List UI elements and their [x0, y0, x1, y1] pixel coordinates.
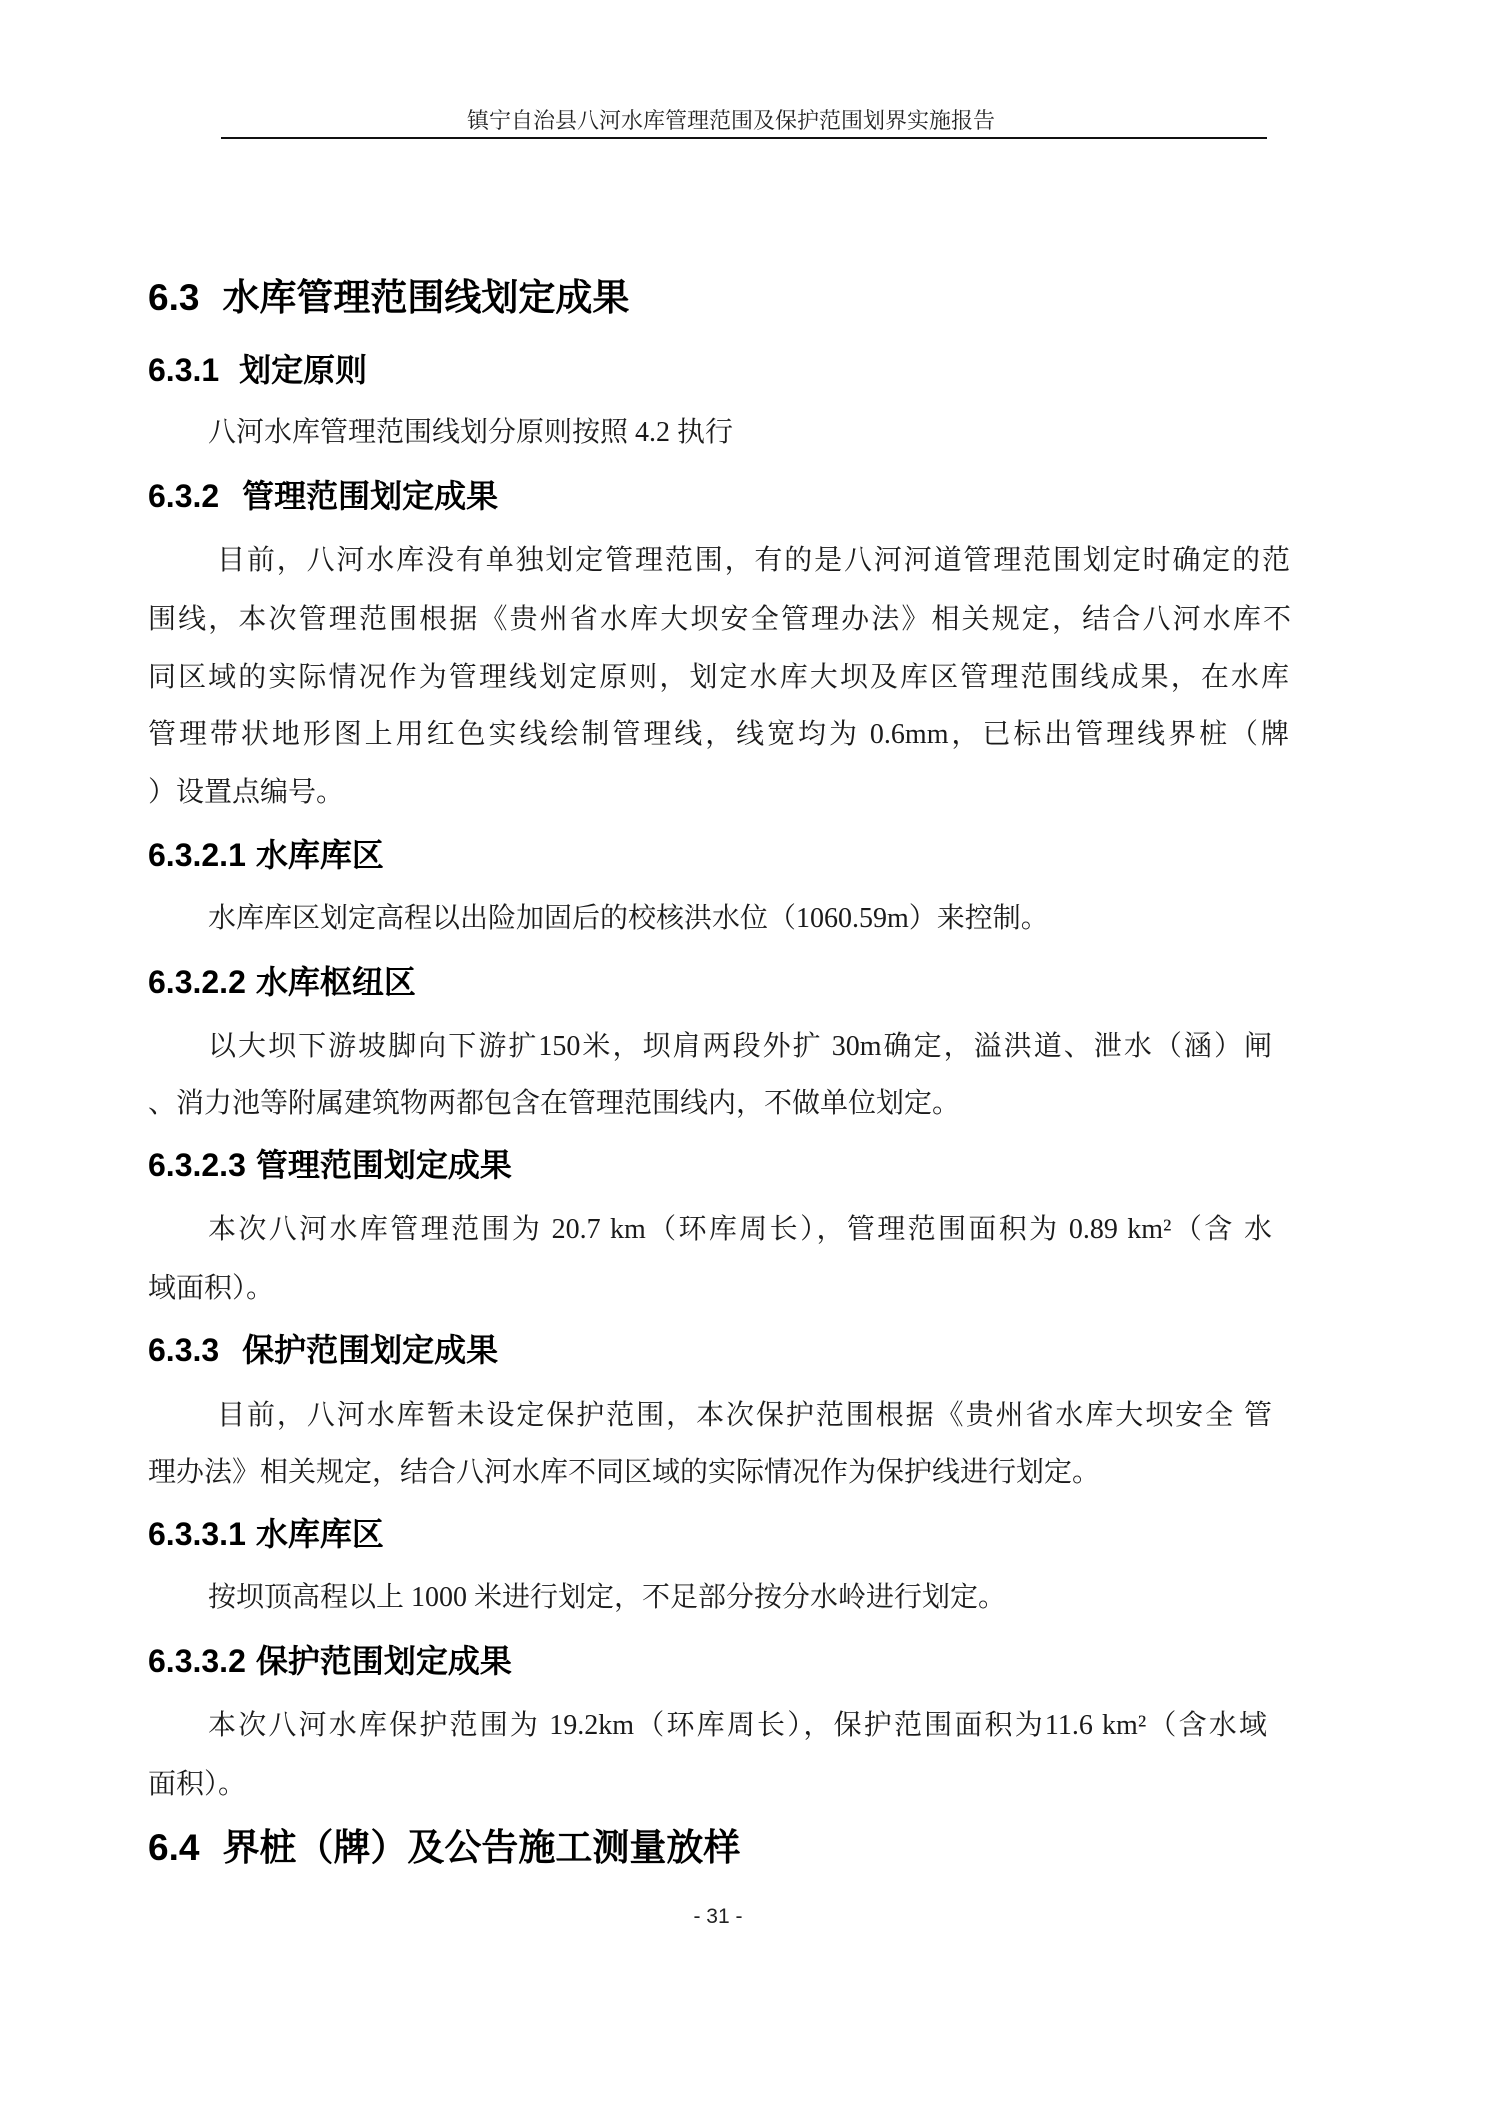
paragraph-line: 、消力池等附属建筑物两都包含在管理范围线内，不做单位划定。: [148, 1088, 961, 1119]
section-heading-6-3-2: [148, 477, 498, 515]
heading-number: 6.3.3: [148, 1332, 220, 1368]
heading-title: 保护范围划定成果: [255, 1643, 512, 1679]
heading-number: 6.3.2: [148, 478, 220, 514]
heading-number: 6.3.2.1: [148, 837, 246, 873]
section-heading-6-3-2-2: [148, 963, 416, 1001]
section-heading-6-3-3-1: [148, 1515, 384, 1553]
page-number: - 31 -: [693, 1905, 743, 1928]
heading-title: 水库库区: [255, 1516, 384, 1552]
heading-title: 保护范围划定成果: [242, 1332, 499, 1368]
heading-title: 水库枢纽区: [255, 964, 416, 1000]
paragraph-line: 目前，八河水库暂未设定保护范围，本次保护范围根据《贵州省水库大坝安全 管: [217, 1400, 1272, 1431]
heading-title: 界桩（牌）及公告施工测量放样: [222, 1827, 741, 1868]
header-rule: [221, 137, 1267, 139]
paragraph-line: 以大坝下游坡脚向下游扩150米，坝肩两段外扩 30m确定，溢洪道、泄水（涵）闸: [208, 1031, 1272, 1062]
heading-number: 6.3.3.2: [148, 1643, 246, 1679]
paragraph-line: 理办法》相关规定，结合八河水库不同区域的实际情况作为保护线进行划定。: [148, 1457, 1101, 1488]
paragraph-line: 八河水库管理范围线划分原则按照 4.2 执行: [208, 417, 734, 448]
section-heading-6-3-1: [148, 351, 367, 389]
paragraph-line: 本次八河水库保护范围为 19.2km（环库周长），保护范围面积为11.6 km²（含水域: [208, 1710, 1267, 1741]
section-heading-6-3-3: [148, 1331, 498, 1369]
section-heading-6-3-2-1: [148, 836, 384, 874]
section-heading-6-3: [148, 276, 629, 320]
paragraph-line: 水库库区划定高程以出险加固后的校核洪水位（1060.59m）来控制。: [208, 903, 1049, 934]
section-heading-6-3-2-3: [148, 1146, 512, 1184]
paragraph-line: 管理带状地形图上用红色实线绘制管理线，线宽均为 0.6mm，已标出管理线界桩（牌: [148, 719, 1289, 750]
heading-title: 管理范围划定成果: [242, 478, 499, 514]
section-heading-6-4: [148, 1826, 740, 1870]
heading-number: 6.3.3.1: [148, 1516, 246, 1552]
paragraph-line: ）设置点编号。: [148, 777, 345, 808]
heading-title: 划定原则: [239, 352, 368, 388]
paragraph-line: 本次八河水库管理范围为 20.7 km（环库周长），管理范围面积为 0.89 km²（含 水: [208, 1214, 1272, 1245]
heading-title: 水库管理范围线划定成果: [222, 277, 630, 318]
paragraph-line: 围线，本次管理范围根据《贵州省水库大坝安全管理办法》相关规定，结合八河水库不: [148, 604, 1291, 635]
paragraph-line: 按坝顶高程以上 1000 米进行划定，不足部分按分水岭进行划定。: [208, 1582, 1007, 1613]
paragraph-line: 目前，八河水库没有单独划定管理范围，有的是八河河道管理范围划定时确定的范: [217, 545, 1290, 576]
page-header-title: 镇宁自治县八河水库管理范围及保护范围划界实施报告: [466, 108, 995, 133]
paragraph-line: 域面积）。: [148, 1273, 275, 1304]
heading-number: 6.3.2.2: [148, 964, 246, 1000]
paragraph-line: 面积）。: [148, 1769, 247, 1800]
paragraph-line: 同区域的实际情况作为管理线划定原则，划定水库大坝及库区管理范围线成果，在水库: [148, 662, 1289, 693]
heading-title: 水库库区: [255, 837, 384, 873]
heading-number: 6.3.2.3: [148, 1147, 246, 1183]
heading-number: 6.3: [148, 277, 200, 318]
section-heading-6-3-3-2: [148, 1642, 512, 1680]
heading-number: 6.4: [148, 1827, 200, 1868]
heading-number: 6.3.1: [148, 352, 220, 388]
heading-title: 管理范围划定成果: [255, 1147, 512, 1183]
